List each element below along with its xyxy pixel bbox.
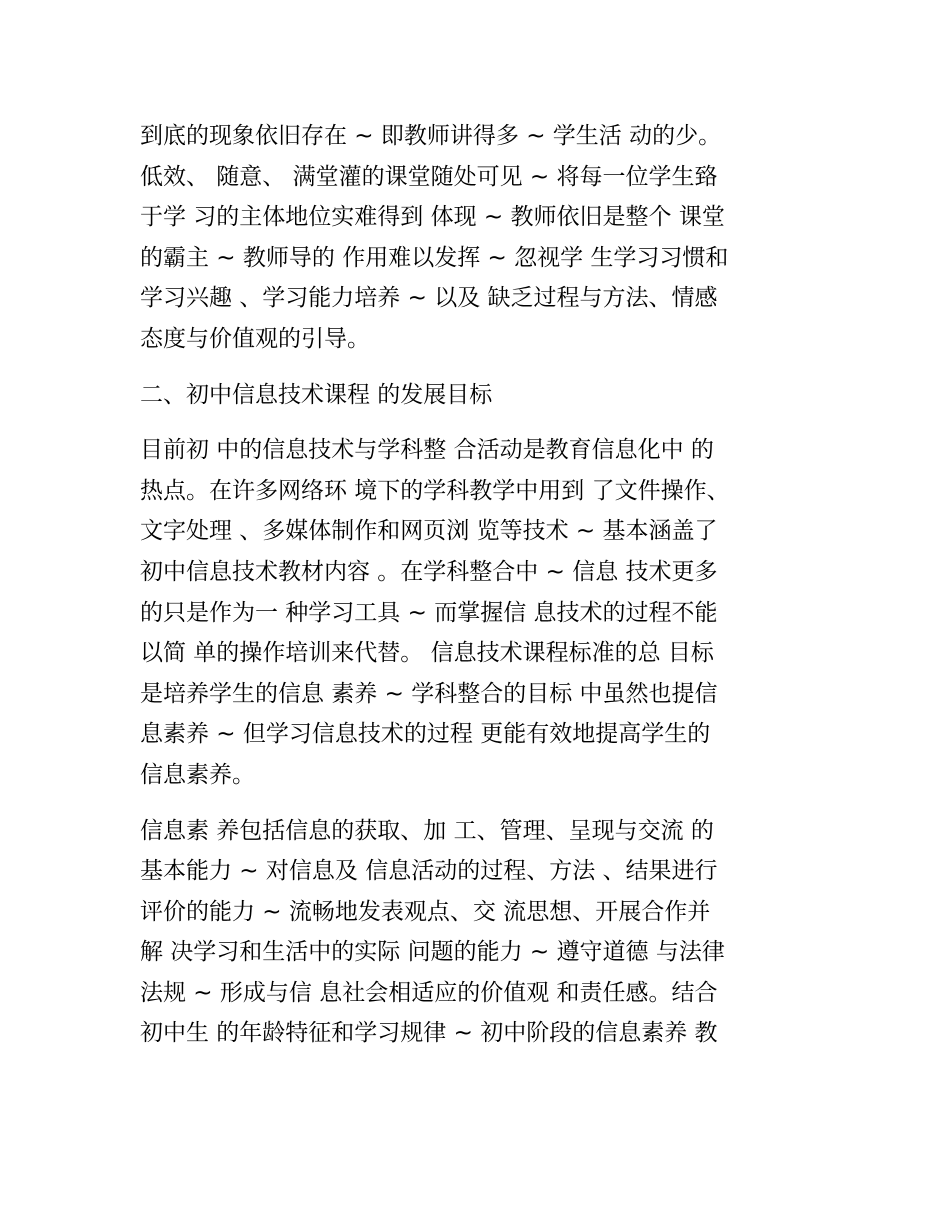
text-line: 目前初 中的信息技术与学科整 合活动是教育信息化中 的 [140,437,714,464]
text-line: 文字处理 、多媒体制作和网页浏 览等技术 ~ 基本涵盖了 [140,518,718,545]
text-line: 初中信息技术教材内容 。在学科整合中 ~ 信息 技术更多 [140,558,718,585]
text-line: 信息素养。 [140,761,255,788]
text-line: 学习兴趣 、学习能力培养 ~ 以及 缺乏过程与方法、情感 [140,285,718,312]
paragraph-spacer [140,360,820,375]
text-line: 基本能力 ~ 对信息及 信息活动的过程、方法 、结果进行 [140,858,718,885]
text-line: 信息素 养包括信息的获取、加 工、管理、呈现与交流 的 [140,817,714,844]
text-line: 解 决学习和生活中的实际 问题的能力 ~ 遵守道德 与法律 [140,939,725,966]
paragraph-1 [140,116,820,360]
text-line: 是培养学生的信息 素养 ~ 学科整合的目标 中虽然也提信 [140,680,718,707]
text-line: 评价的能力 ~ 流畅地发表观点、交 流思想、开展合作并 [140,898,711,925]
text-line: 法规 ~ 形成与信 息社会相适应的价值观 和责任感。结合 [140,979,718,1006]
text-line: 的只是作为一 种学习工具 ~ 而掌握信 息技术的过程不能 [140,599,718,626]
paragraph-2 [140,430,820,795]
text-line: 态度与价值观的引导。 [140,325,370,352]
text-line: 低效、 随意、 满堂灌的课堂随处可见 ~ 将每一位学生臵 [140,163,718,190]
paragraph-spacer [140,796,820,811]
paragraph-spacer [140,415,820,430]
paragraph-3 [140,811,820,1055]
text-line: 息素养 ~ 但学习信息技术的过程 更能有效地提高学生的 [140,721,711,748]
text-line: 热点。在许多网络环 境下的学科教学中用到 了文件操作、 [140,477,730,504]
text-line: 以简 单的操作培训来代替。 信息技术课程标准的总 目标 [140,640,714,667]
text-line: 的霸主 ~ 教师导的 作用难以发挥 ~ 忽视学 生学习习惯和 [140,244,729,271]
document-body [140,116,820,1054]
section-heading [140,375,820,416]
text-line: 到底的现象依旧存在 ~ 即教师讲得多 ~ 学生活 动的少。 [140,123,722,149]
text-line: 初中生 的年龄特征和学习规律 ~ 初中阶段的信息素养 教 [140,1020,718,1047]
heading-line: 二、初中信息技术课程 的发展目标 [140,381,493,408]
text-line: 于学 习的主体地位实难得到 体现 ~ 教师依旧是整个 课堂 [140,204,725,231]
